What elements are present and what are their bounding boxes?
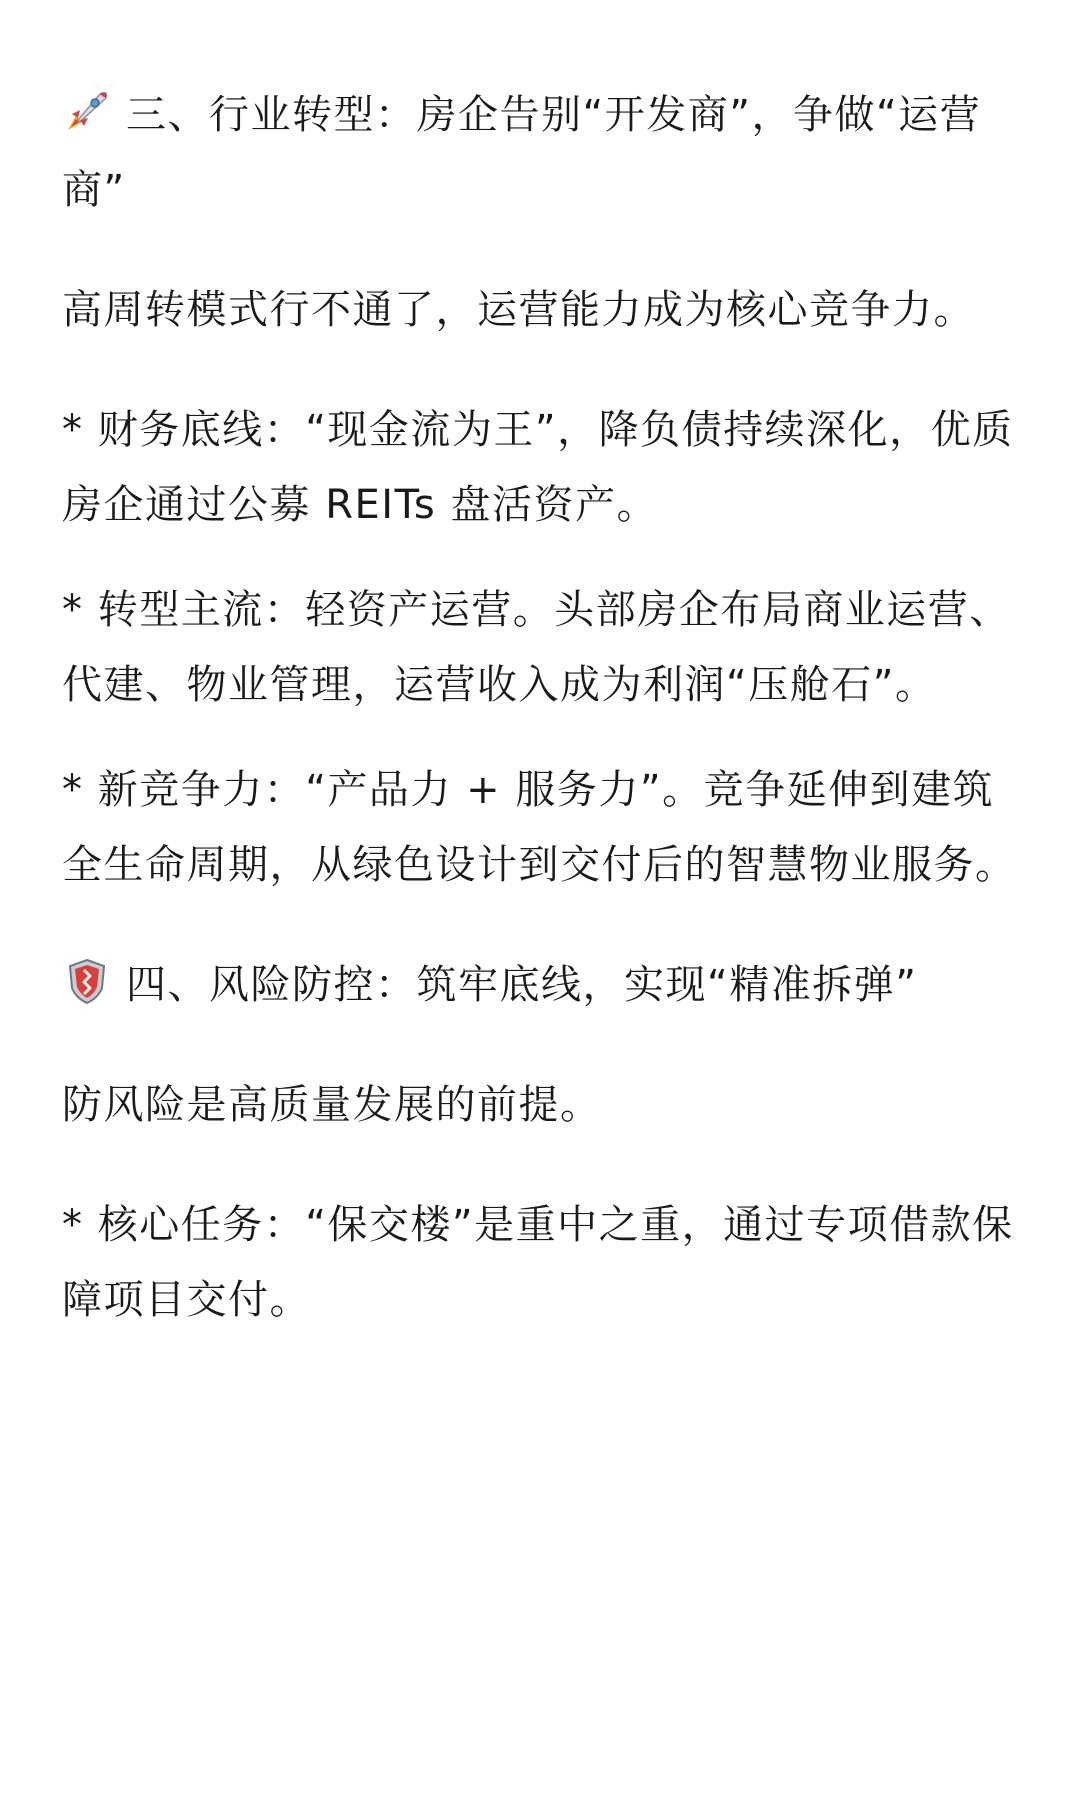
section-4-lead: 防风险是高质量发展的前提。 <box>62 1082 602 1128</box>
section-4-bullet-1: * 核心任务：“保交楼”是重中之重，通过专项借款保障项目交付。 <box>62 1202 1014 1323</box>
article-body <box>62 78 1028 1368</box>
shield-icon <box>62 956 112 1006</box>
section-3-lead: 高周转模式行不通了，运营能力成为核心竞争力。 <box>62 287 975 333</box>
section-3-bullet-2: * 转型主流：轻资产运营。头部房企布局商业运营、代建、物业管理，运营收入成为利润“压舱石”。 <box>62 587 1011 708</box>
rocket-icon <box>62 86 112 136</box>
section-3-bullet-1: * 财务底线：“现金流为王”，降负债持续深化，优质房企通过公募 REITs 盘活资产。 <box>62 407 1014 528</box>
section-3-heading: 三、行业转型：房企告别“开发商”，争做“运营商” <box>62 78 1028 228</box>
section-3-bullet-3: * 新竞争力：“产品力 + 服务力”。竞争延伸到建筑全生命周期，从绿色设计到交付后的智慧物业服务。 <box>62 767 1017 888</box>
section-4-heading: 四、风险防控：筑牢底线，实现“精准拆弹” <box>62 948 1028 1023</box>
